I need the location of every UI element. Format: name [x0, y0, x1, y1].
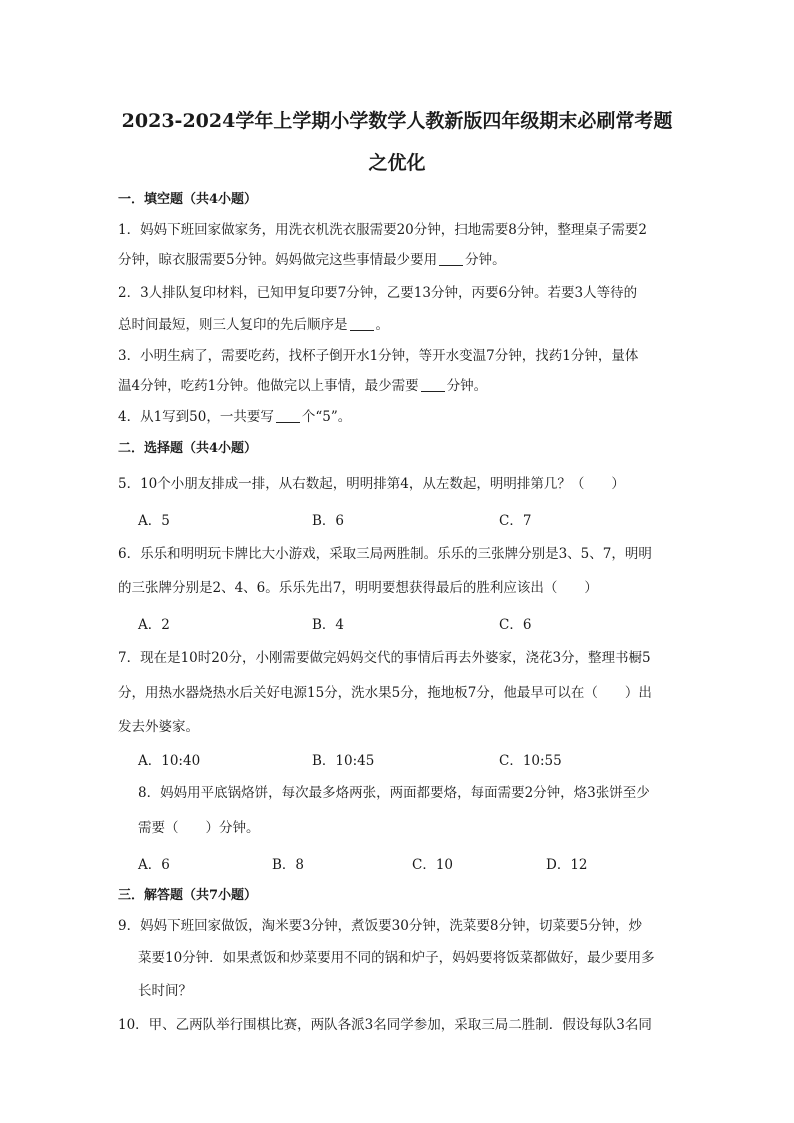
question-9-line-3: 长时间？ — [138, 983, 192, 999]
question-6-option-a: A．2 — [138, 617, 170, 633]
question-8-line-2: 需要（ ）分钟。 — [138, 820, 260, 836]
question-2-text: 总时间最短，则三人复印的先后顺序是 — [118, 317, 348, 333]
question-7-line-1: 7．现在是10时20分，小刚需要做完妈妈交代的事情后再去外婆家，浇花3分，整理书橱5 — [118, 650, 651, 666]
question-3-line-2 — [118, 374, 678, 394]
question-6-option-b: B．4 — [312, 617, 345, 633]
question-6-line-1: 6．乐乐和明明玩卡牌比大小游戏，采取三局两胜制。乐乐的三张牌分别是3、5、7，明明 — [118, 546, 652, 562]
question-3-text: 温4分钟，吃药1分钟。他做完以上事情，最少需要 — [118, 378, 419, 394]
question-8-option-a: A．6 — [138, 857, 170, 873]
question-4-line-1 — [118, 405, 678, 425]
answer-blank — [276, 410, 300, 423]
question-5-option-a: A．5 — [138, 513, 170, 529]
answer-blank — [439, 253, 463, 266]
question-8-option-d: D．12 — [546, 857, 588, 873]
question-4-text: 4．从1写到50，一共要写 — [118, 409, 274, 425]
answer-blank — [350, 318, 374, 331]
question-8-line-1: 8．妈妈用平底锅烙饼，每次最多烙两张，两面都要烙，每面需要2分钟，烙3张饼至少 — [138, 785, 650, 801]
question-6-option-c: C．6 — [499, 617, 532, 633]
question-6-line-2: 的三张牌分别是2、4、6。乐乐先出7，明明要想获得最后的胜利应该出（ ） — [118, 580, 598, 596]
question-8-option-c: C．10 — [412, 857, 454, 873]
question-1-text: 分钟，晾衣服需要5分钟。妈妈做完这些事情最少要用 — [118, 252, 438, 268]
question-3-line-1: 3．小明生病了，需要吃药，找杯子倒开水1分钟，等开水变温7分钟，找药1分钟，量体 — [118, 348, 639, 364]
question-4-suffix: 个“5”。 — [301, 409, 352, 425]
document-title-line2: 之优化 — [368, 152, 426, 174]
question-5-option-b: B．6 — [312, 513, 345, 529]
answer-blank — [421, 379, 445, 392]
question-1-line-1: 1．妈妈下班回家做家务，用洗衣机洗衣服需要20分钟，扫地需要8分钟，整理桌子需要2 — [118, 222, 647, 238]
question-2-suffix: 。 — [375, 317, 389, 333]
question-7-line-3: 发去外婆家。 — [118, 719, 199, 735]
question-10-line-1: 10．甲、乙两队举行围棋比赛，两队各派3名同学参加，采取三局二胜制．假设每队3名同 — [118, 1017, 652, 1033]
question-5-line-1: 5．10个小朋友排成一排，从右数起，明明排第4，从左数起，明明排第几？（ ） — [118, 476, 625, 492]
question-5-option-c: C．7 — [499, 513, 532, 529]
question-3-suffix: 分钟。 — [446, 378, 488, 394]
question-7-line-2: 分，用热水器烧热水后关好电源15分，洗水果5分，拖地板7分，他最早可以在（ ）出 — [118, 685, 652, 701]
section-multiple-choice-heading: 二．选择题（共4小题） — [118, 441, 258, 456]
question-1-suffix: 分钟。 — [465, 252, 506, 268]
question-1-line-2 — [118, 248, 678, 268]
question-2-line-1: 2．3人排队复印材料，已知甲复印要7分钟，乙要13分钟，丙要6分钟。若要3人等待的 — [118, 285, 638, 301]
document-title-line1: 2023-2024学年上学期小学数学人教新版四年级期末必刷常考题 — [121, 110, 673, 132]
question-8-option-b: B．8 — [272, 857, 305, 873]
question-9-line-1: 9．妈妈下班回家做饭，淘米要3分钟，煮饭要30分钟，洗菜要8分钟，切菜要5分钟，炒 — [118, 918, 643, 934]
section-solution-heading: 三．解答题（共7小题） — [118, 888, 258, 903]
question-7-option-c: C．10:55 — [499, 753, 562, 769]
question-9-line-2: 菜要10分钟．如果煮饭和炒菜要用不同的锅和炉子，妈妈要将饭菜都做好，最少要用多 — [138, 950, 655, 966]
question-7-option-b: B．10:45 — [312, 753, 375, 769]
question-2-line-2 — [118, 313, 678, 333]
question-7-option-a: A．10:40 — [138, 753, 201, 769]
section-fill-blank-heading: 一．填空题（共4小题） — [118, 192, 258, 207]
